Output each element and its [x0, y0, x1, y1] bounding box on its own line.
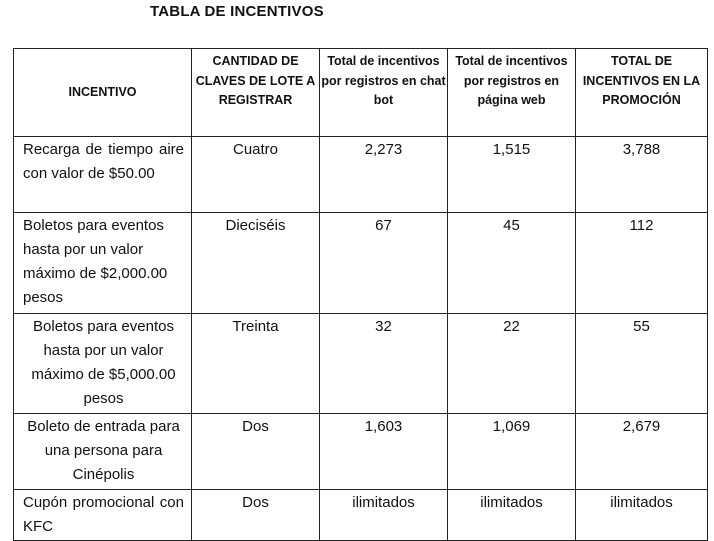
header-total: TOTAL DE INCENTIVOS EN LA PROMOCIÓN — [576, 49, 708, 137]
cell-incentivo: Boleto de entrada para una persona para Cinépolis — [14, 414, 192, 490]
cell-total: 55 — [576, 314, 708, 414]
table-row — [14, 314, 708, 414]
cell-pagina-web: 1,515 — [448, 137, 576, 213]
cell-incentivo: Cupón promocional con KFC — [14, 490, 192, 541]
cell-total: 3,788 — [576, 137, 708, 213]
cell-pagina-web: 45 — [448, 213, 576, 314]
document-title: TABLA DE INCENTIVOS — [150, 3, 324, 20]
cell-incentivo: Boletos para eventos hasta por un valor máximo de $5,000.00 pesos — [14, 314, 192, 414]
cell-pagina-web: 1,069 — [448, 414, 576, 490]
cell-chat-bot: ilimitados — [320, 490, 448, 541]
cell-chat-bot: 1,603 — [320, 414, 448, 490]
cell-total: 112 — [576, 213, 708, 314]
cell-total: 2,679 — [576, 414, 708, 490]
cell-claves: Dos — [192, 414, 320, 490]
cell-claves: Dieciséis — [192, 213, 320, 314]
table-row — [14, 137, 708, 213]
cell-incentivo: Boletos para eventos hasta por un valor máximo de $2,000.00 pesos — [14, 213, 192, 314]
cell-total: ilimitados — [576, 490, 708, 541]
header-claves: CANTIDAD DE CLAVES DE LOTE A REGISTRAR — [192, 49, 320, 137]
cell-claves: Treinta — [192, 314, 320, 414]
cell-pagina-web: ilimitados — [448, 490, 576, 541]
header-row — [14, 49, 708, 137]
cell-incentivo: Recarga de tiempo aire con valor de $50.00 — [14, 137, 192, 213]
header-incentivo: INCENTIVO — [14, 49, 192, 137]
cell-claves: Dos — [192, 490, 320, 541]
cell-claves: Cuatro — [192, 137, 320, 213]
incentives-table — [13, 48, 708, 541]
header-pagina-web: Total de incentivos por registros en página web — [448, 49, 576, 137]
table-row — [14, 490, 708, 541]
cell-chat-bot: 67 — [320, 213, 448, 314]
cell-pagina-web: 22 — [448, 314, 576, 414]
header-chat-bot: Total de incentivos por registros en chat bot — [320, 49, 448, 137]
table-row — [14, 414, 708, 490]
cell-chat-bot: 2,273 — [320, 137, 448, 213]
cell-chat-bot: 32 — [320, 314, 448, 414]
table-row — [14, 213, 708, 314]
